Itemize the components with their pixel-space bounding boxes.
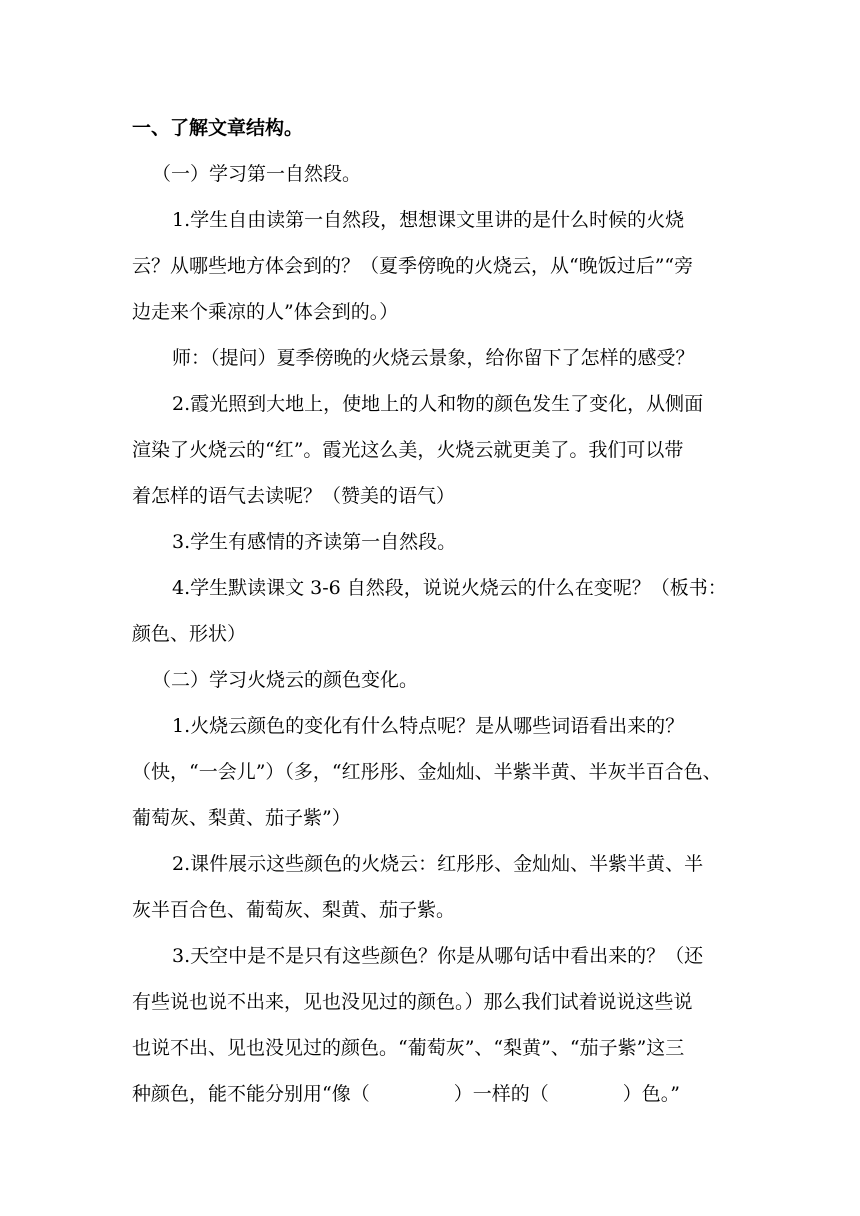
paragraph-1-line-3: 边走来个乘凉的人”体会到的。） [132, 301, 399, 323]
paragraph-5-line-1: 4.学生默读课文 3-6 自然段，说说火烧云的什么在变呢？（板书： [172, 577, 727, 599]
paragraph-8-line-4-part-b: ）一样的（ [453, 1083, 549, 1105]
section-heading: 一、了解文章结构。 [132, 117, 304, 139]
paragraph-2-line-1: 师：（提问）夏季傍晚的火烧云景象，给你留下了怎样的感受？ [172, 347, 695, 369]
paragraph-7-line-1: 2.课件展示这些颜色的火烧云：红彤彤、金灿灿、半紫半黄、半 [172, 853, 704, 875]
paragraph-8-line-1: 3.天空中是不是只有这些颜色？你是从哪句话中看出来的？（还 [172, 945, 704, 967]
paragraph-6-line-1: 1.火烧云颜色的变化有什么特点呢？是从哪些词语看出来的？ [172, 715, 685, 737]
paragraph-3-line-1: 2.霞光照到大地上，使地上的人和物的颜色发生了变化，从侧面 [172, 393, 704, 415]
paragraph-8-line-4-part-c: ）色。” [622, 1083, 680, 1105]
paragraph-5-line-2: 颜色、形状） [132, 623, 247, 645]
paragraph-8-line-4 [132, 1082, 680, 1106]
subsection-title-1: （一）学习第一自然段。 [152, 163, 362, 185]
paragraph-8-line-4-part-a: 种颜色，能不能分别用“像（ [132, 1083, 370, 1105]
paragraph-7-line-2: 灰半百合色、葡萄灰、梨黄、茄子紫。 [132, 899, 456, 921]
subsection-title-2: （二）学习火烧云的颜色变化。 [152, 669, 419, 691]
paragraph-3-line-3: 着怎样的语气去读呢？（赞美的语气） [132, 485, 456, 507]
paragraph-8-line-3: 也说不出、见也没见过的颜色。“葡萄灰”、“梨黄”、“茄子紫”这三 [132, 1037, 685, 1059]
paragraph-8-line-2: 有些说也说不出来，见也没见过的颜色。）那么我们试着说说这些说 [132, 991, 693, 1013]
paragraph-6-line-3: 葡萄灰、梨黄、茄子紫”） [132, 807, 351, 829]
paragraph-3-line-2: 渲染了火烧云的“红”。霞光这么美，火烧云就更美了。我们可以带 [132, 439, 684, 461]
paragraph-1-line-1: 1.学生自由读第一自然段，想想课文里讲的是什么时候的火烧 [172, 209, 685, 231]
paragraph-4-line-1: 3.学生有感情的齐读第一自然段。 [172, 531, 457, 553]
paragraph-6-line-2: （快，“一会儿”）（多，“红彤彤、金灿灿、半紫半黄、半灰半百合色、 [132, 761, 722, 783]
paragraph-1-line-2: 云？从哪些地方体会到的？（夏季傍晚的火烧云，从“晚饭过后”“旁 [132, 255, 694, 277]
